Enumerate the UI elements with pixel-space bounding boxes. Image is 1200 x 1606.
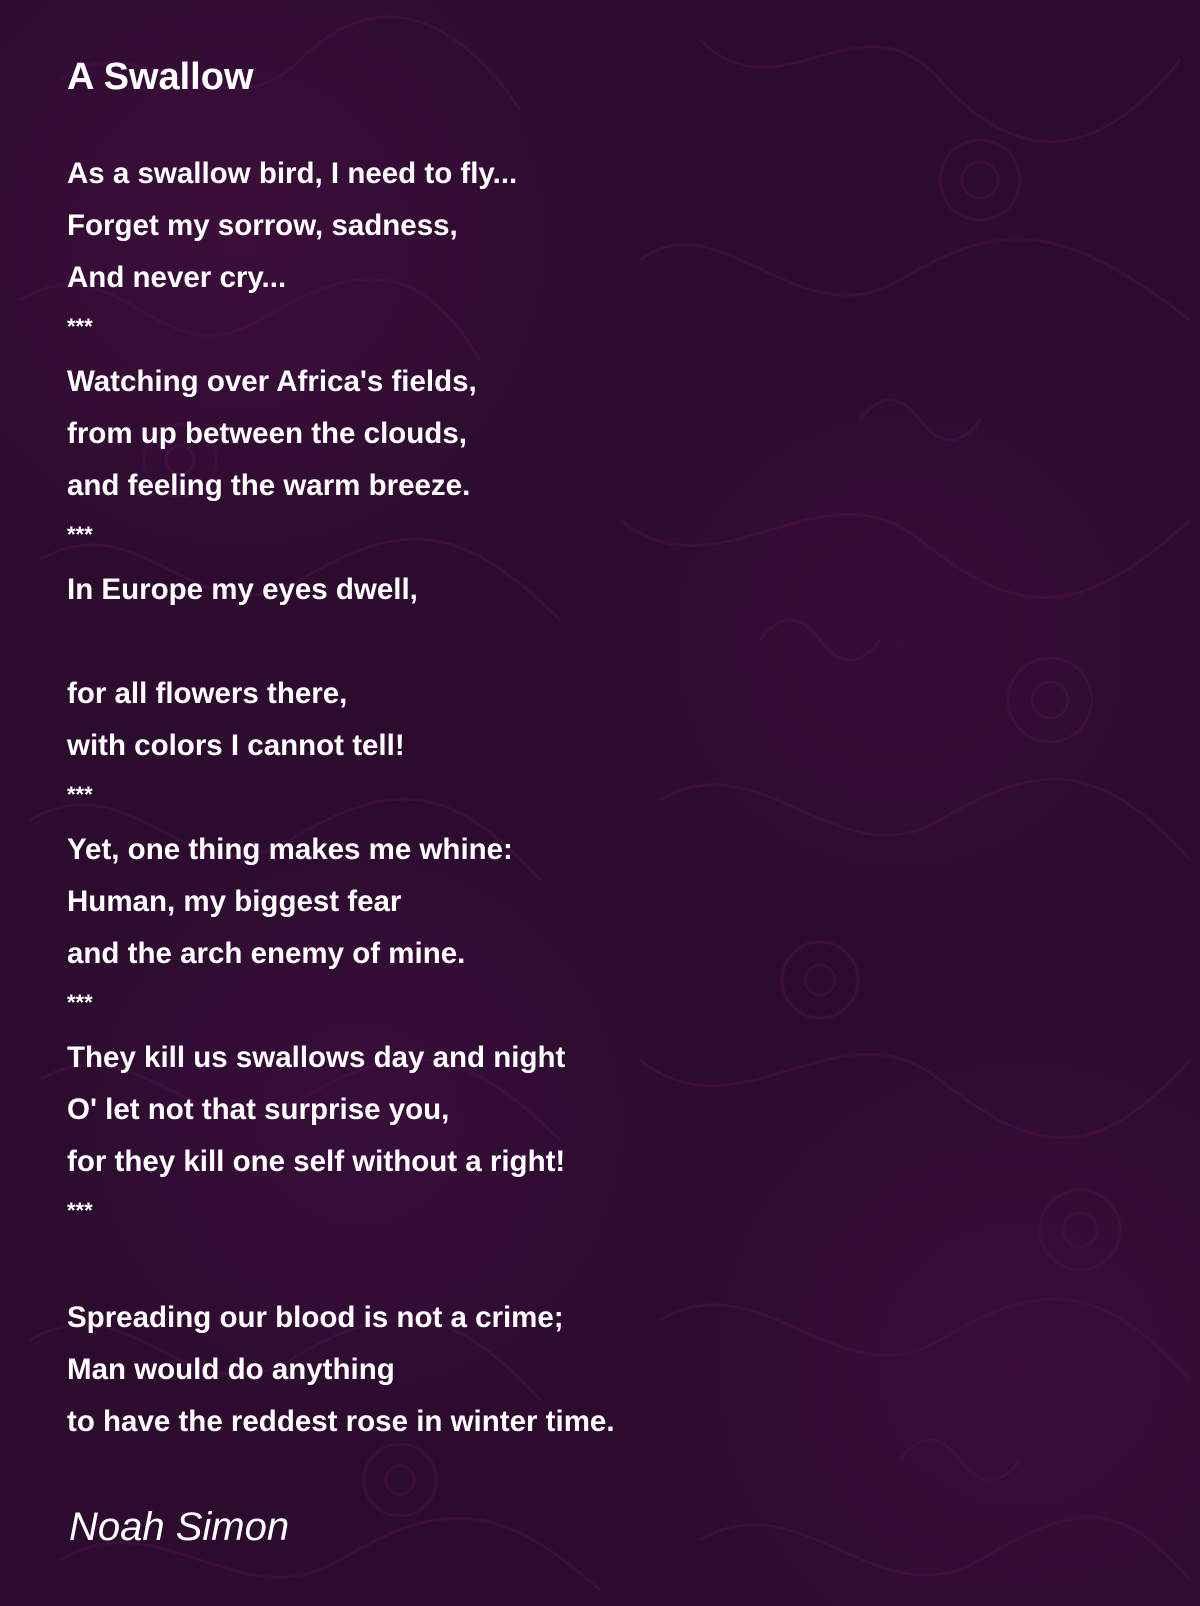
- poem-line: to have the reddest rose in winter time.: [67, 1405, 615, 1438]
- poem-body: [67, 148, 1147, 1448]
- stanza-separator: ***: [67, 990, 93, 1015]
- poem-title: A Swallow: [67, 56, 254, 98]
- poem-line: Watching over Africa's fields,: [67, 365, 477, 398]
- poem-line: Human, my biggest fear: [67, 885, 402, 918]
- stanza-separator: ***: [67, 522, 93, 547]
- poem-line: Spreading our blood is not a crime;: [67, 1301, 564, 1334]
- poem-author: Noah Simon: [69, 1505, 290, 1549]
- poem-card: [67, 50, 1147, 1448]
- poem-line: and feeling the warm breeze.: [67, 469, 471, 502]
- poem-line: Yet, one thing makes me whine:: [67, 833, 513, 866]
- stanza-separator: ***: [67, 314, 93, 339]
- poem-line: and the arch enemy of mine.: [67, 937, 466, 970]
- stanza-separator: ***: [67, 782, 93, 807]
- poem-line: As a swallow bird, I need to fly...: [67, 157, 518, 190]
- poem-line: In Europe my eyes dwell,: [67, 573, 418, 606]
- blank-line: [67, 1240, 1147, 1292]
- poem-line: from up between the clouds,: [67, 417, 467, 450]
- stanza-separator: ***: [67, 1198, 93, 1223]
- poem-line: with colors I cannot tell!: [67, 729, 405, 762]
- poem-line: for they kill one self without a right!: [67, 1145, 566, 1178]
- blank-line: [67, 616, 1147, 668]
- poem-line: Man would do anything: [67, 1353, 395, 1386]
- poem-line: Forget my sorrow, sadness,: [67, 209, 458, 242]
- poem-line: O' let not that surprise you,: [67, 1093, 450, 1126]
- poem-line: And never cry...: [67, 261, 287, 294]
- poem-line: They kill us swallows day and night: [67, 1041, 566, 1074]
- poem-line: for all flowers there,: [67, 677, 348, 710]
